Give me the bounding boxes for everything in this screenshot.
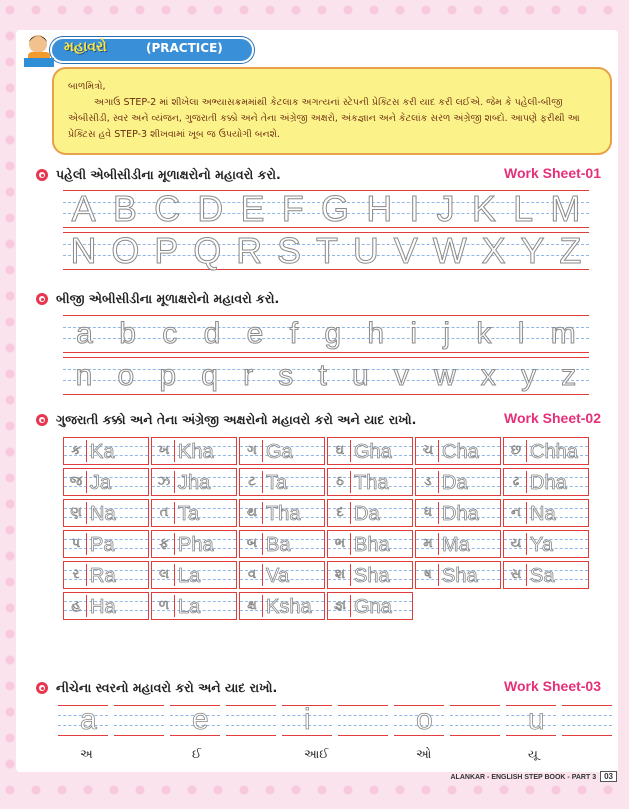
lowercase-letter: j	[443, 317, 451, 350]
section2-text: બીજી એબીસીડીના મૂળાક્ષરોનો મહાવરો કરો.	[56, 291, 280, 306]
gujarati-letter: ધ	[418, 502, 439, 524]
english-transliteration: Pha	[178, 534, 214, 556]
uppercase-letter: X	[481, 230, 506, 271]
gujarati-letter: ત	[154, 502, 175, 524]
letter-practice-cell	[327, 592, 413, 620]
lowercase-letter: x	[480, 359, 496, 392]
uppercase-letter: D	[197, 188, 224, 229]
letter-practice-cell	[503, 468, 589, 496]
uppercase-letter: J	[436, 188, 455, 229]
gujarati-letter: ય	[506, 533, 527, 555]
uppercase-letter: W	[432, 230, 467, 271]
letter-practice-cell	[239, 592, 325, 620]
english-transliteration: Tha	[354, 472, 389, 494]
gujarati-vowel: અ	[80, 747, 93, 761]
gujarati-letter: દ	[330, 502, 351, 524]
letter-practice-cell	[151, 468, 237, 496]
english-vowel: o	[416, 703, 433, 736]
uppercase-letter: I	[409, 188, 420, 229]
english-vowel: i	[304, 703, 311, 736]
letter-practice-cell	[503, 530, 589, 558]
letter-practice-cell	[415, 499, 501, 527]
uppercase-letter: L	[513, 188, 534, 229]
english-transliteration: Ya	[530, 534, 553, 556]
letter-practice-cell	[63, 499, 149, 527]
english-transliteration: Gha	[354, 441, 392, 463]
english-transliteration: Ksha	[266, 596, 312, 618]
uppercase-letter: A	[71, 188, 96, 229]
letter-practice-cell	[415, 468, 501, 496]
gujarati-letter: શ	[330, 564, 351, 586]
vowel-practice-block	[506, 703, 616, 761]
practice-header	[18, 30, 240, 62]
letter-practice-cell	[63, 468, 149, 496]
lowercase-letter: e	[246, 317, 264, 350]
lowercase-letter: f	[289, 317, 298, 350]
letter-practice-cell	[151, 437, 237, 465]
uppercase-letter: E	[240, 188, 265, 229]
letter-practice-cell	[503, 499, 589, 527]
target-bullet-icon	[36, 293, 48, 305]
gujarati-letter: ઢ	[506, 471, 527, 493]
english-transliteration: Sa	[530, 565, 555, 587]
lowercase-letter: r	[243, 359, 254, 392]
letter-practice-cell	[327, 530, 413, 558]
letter-practice-cell	[415, 561, 501, 589]
english-transliteration: Dha	[442, 503, 479, 525]
lowercase-letter: g	[324, 317, 342, 350]
english-transliteration: Da	[354, 503, 380, 525]
page-number: 03	[600, 771, 617, 782]
gujarati-letter: ક્ષ	[242, 595, 263, 617]
english-transliteration: Na	[530, 503, 556, 525]
uppercase-letter: F	[281, 188, 304, 229]
letter-practice-cell	[151, 561, 237, 589]
english-transliteration: Sha	[442, 565, 478, 587]
section1-instruction	[36, 167, 281, 183]
gujarati-vowel: ઓ	[416, 747, 432, 761]
letter-practice-cell	[327, 561, 413, 589]
gujarati-letter: ખ	[154, 440, 175, 462]
gujarati-letter: ફ	[154, 533, 175, 555]
letter-practice-cell	[239, 530, 325, 558]
lowercase-letter: a	[76, 317, 93, 350]
letter-practice-cell	[327, 437, 413, 465]
lowercase-letter: t	[318, 359, 327, 392]
english-transliteration: La	[178, 596, 201, 618]
english-transliteration: Bha	[354, 534, 390, 556]
gujarati-letter: મ	[418, 533, 439, 555]
uppercase-row-1	[63, 190, 589, 228]
target-bullet-icon	[36, 682, 48, 694]
lowercase-letter: y	[521, 359, 537, 392]
gujarati-letter: ર	[66, 564, 87, 586]
gujarati-letter: ટ	[242, 471, 263, 493]
lowercase-row-2	[63, 357, 589, 395]
gujarati-letter: ગ	[242, 440, 263, 462]
gujarati-letter: હ	[66, 595, 87, 617]
gujarati-letter: છ	[506, 440, 527, 462]
vowel-practice-block	[58, 703, 168, 761]
english-vowel: u	[528, 703, 545, 736]
uppercase-letter: Z	[559, 230, 582, 271]
lowercase-letter: m	[550, 317, 576, 350]
english-transliteration: Jha	[178, 472, 211, 494]
section2-instruction	[36, 291, 279, 307]
lowercase-letter: u	[352, 359, 369, 392]
english-vowel: a	[80, 703, 97, 736]
gujarati-letter: જ	[66, 471, 87, 493]
letter-practice-cell	[63, 437, 149, 465]
letter-practice-cell	[503, 561, 589, 589]
english-transliteration: Sha	[354, 565, 390, 587]
letter-practice-cell	[63, 592, 149, 620]
gujarati-letter: થ	[242, 502, 263, 524]
lowercase-letter: c	[162, 317, 178, 350]
uppercase-letter: N	[70, 230, 97, 271]
intro-body: અગાઉ STEP-2 માં શીખેલા અભ્યાસક્રમમાંથી કેટલાક અગત્યનાં સ્ટેપની પ્રેક્ટિસ કરી યાદ કરી લઈએ. જેમ કે પહેલી-બીજી એબીસીડી, સ્વર અને વ્યંજન, ગુજરાતી કક્કો અને તેના અંગ્રેજી અક્ષરો, અંકજ્ઞાન અને કેટલાંક સરળ અંગ્રેજી શબ્દો. આપણે ફરીથી આ પ્રેક્ટિસ હવે STEP-3 શીખવામાં ખૂબ જ ઉપયોગી બનશે.	[68, 97, 580, 140]
lowercase-letter: l	[517, 317, 525, 350]
english-transliteration: Ta	[178, 503, 200, 525]
letter-practice-cell	[63, 561, 149, 589]
english-transliteration: Ra	[90, 565, 116, 587]
target-bullet-icon	[36, 169, 48, 181]
english-transliteration: Ja	[90, 472, 112, 494]
letter-practice-cell	[239, 561, 325, 589]
uppercase-row-2	[63, 232, 589, 270]
book-title: ALANKAR - ENGLISH STEP BOOK - PART 3	[450, 774, 597, 781]
gujarati-letter: ડ	[418, 471, 439, 493]
worksheet-01-label: Work Sheet-01	[504, 165, 601, 181]
worksheet-02-label: Work Sheet-02	[504, 410, 601, 426]
lowercase-letter: s	[278, 359, 294, 392]
uppercase-letter: U	[352, 230, 379, 271]
uppercase-letter: G	[320, 188, 349, 229]
gujarati-letter: ષ	[418, 564, 439, 586]
english-transliteration: La	[178, 565, 201, 587]
uppercase-letter: P	[154, 230, 179, 271]
lowercase-letter: i	[410, 317, 418, 350]
gujarati-letter: ણ	[66, 502, 87, 524]
uppercase-letter: O	[111, 230, 140, 271]
uppercase-letter: Q	[193, 230, 222, 271]
gujarati-letter: ભ	[330, 533, 351, 555]
gujarati-letter: બ	[242, 533, 263, 555]
letter-practice-cell	[503, 437, 589, 465]
gujarati-letter: ઝ	[154, 471, 175, 493]
lowercase-letter: o	[117, 359, 135, 392]
section4-text: નીચેના સ્વરનો મહાવરો કરો અને યાદ રાખો.	[56, 680, 278, 695]
lowercase-letter: w	[434, 359, 456, 392]
english-transliteration: Da	[442, 472, 468, 494]
letter-practice-cell	[151, 530, 237, 558]
lowercase-letter: b	[119, 317, 136, 350]
worksheet-03-label: Work Sheet-03	[504, 678, 601, 694]
section1-text: પહેલી એબીસીડીના મૂળાક્ષરોનો મહાવરો કરો.	[56, 167, 281, 182]
uppercase-letter: B	[112, 188, 137, 229]
lowercase-letter: d	[203, 317, 221, 350]
vowel-practice-block	[170, 703, 280, 761]
gujarati-letter: વ	[242, 564, 263, 586]
letter-practice-cell	[151, 592, 237, 620]
vowel-practice-block	[394, 703, 504, 761]
gujarati-letter: ળ	[154, 595, 175, 617]
target-bullet-icon	[36, 414, 48, 426]
gujarati-letter: લ	[154, 564, 175, 586]
intro-greeting: બાળમિત્રો,	[68, 81, 106, 92]
uppercase-letter: Y	[520, 230, 545, 271]
english-transliteration: Pa	[90, 534, 115, 556]
english-transliteration: Kha	[178, 441, 214, 463]
gujarati-letter: ક	[66, 440, 87, 462]
gujarati-letter: પ	[66, 533, 87, 555]
letter-practice-cell	[63, 530, 149, 558]
english-transliteration: Ka	[90, 441, 115, 463]
gujarati-vowel: આઈ	[304, 747, 329, 761]
gujarati-letter: ચ	[418, 440, 439, 462]
intro-box	[52, 67, 612, 155]
section3-text: ગુજરાતી કક્કો અને તેના અંગ્રેજી અક્ષરોનો મહાવરો કરો અને યાદ રાખો.	[56, 412, 417, 427]
lowercase-row-1	[63, 315, 589, 353]
english-transliteration: Ba	[266, 534, 291, 556]
uppercase-letter: V	[393, 230, 418, 271]
letter-practice-cell	[415, 530, 501, 558]
lowercase-letter: z	[561, 359, 577, 392]
uppercase-letter: M	[550, 188, 581, 229]
gujarati-letter: ઘ	[330, 440, 351, 462]
gujarati-letter: જ્ઞ	[330, 595, 351, 617]
lowercase-letter: h	[367, 317, 385, 350]
letter-practice-cell	[239, 499, 325, 527]
gujarati-letter: ન	[506, 502, 527, 524]
english-transliteration: Ma	[442, 534, 470, 556]
uppercase-letter: H	[366, 188, 393, 229]
english-transliteration: Ga	[266, 441, 293, 463]
english-transliteration: Va	[266, 565, 289, 587]
uppercase-letter: T	[315, 230, 338, 271]
uppercase-letter: S	[277, 230, 302, 271]
english-transliteration: Na	[90, 503, 116, 525]
section4-instruction	[36, 680, 277, 696]
english-transliteration: Ha	[90, 596, 116, 618]
letter-practice-cell	[415, 437, 501, 465]
letter-practice-cell	[151, 499, 237, 527]
section3-instruction	[36, 412, 416, 428]
letter-practice-cell	[239, 437, 325, 465]
vowel-practice-block	[282, 703, 392, 761]
header-title: મહાવરો	[64, 39, 107, 55]
english-transliteration: Gna	[354, 596, 392, 618]
letter-practice-cell	[327, 499, 413, 527]
uppercase-letter: K	[471, 188, 496, 229]
english-transliteration: Dha	[530, 472, 567, 494]
reading-child-icon	[18, 30, 62, 70]
uppercase-letter: R	[236, 230, 263, 271]
gujarati-letter: સ	[506, 564, 527, 586]
letter-practice-cell	[327, 468, 413, 496]
english-vowel: e	[192, 703, 209, 736]
english-transliteration: Chha	[530, 441, 578, 463]
gujarati-vowel: ઈ	[192, 747, 202, 761]
page-footer	[451, 771, 618, 782]
lowercase-letter: k	[476, 317, 492, 350]
header-subtitle: (PRACTICE)	[146, 41, 223, 55]
gujarati-vowel: યૂ	[528, 747, 538, 761]
english-transliteration: Tha	[266, 503, 301, 525]
english-transliteration: Ta	[266, 472, 288, 494]
english-transliteration: Cha	[442, 441, 479, 463]
lowercase-letter: n	[75, 359, 93, 392]
lowercase-letter: p	[159, 359, 177, 392]
lowercase-letter: v	[393, 359, 409, 392]
uppercase-letter: C	[154, 188, 181, 229]
gujarati-letter: ઠ	[330, 471, 351, 493]
letter-practice-cell	[239, 468, 325, 496]
lowercase-letter: q	[201, 359, 218, 392]
